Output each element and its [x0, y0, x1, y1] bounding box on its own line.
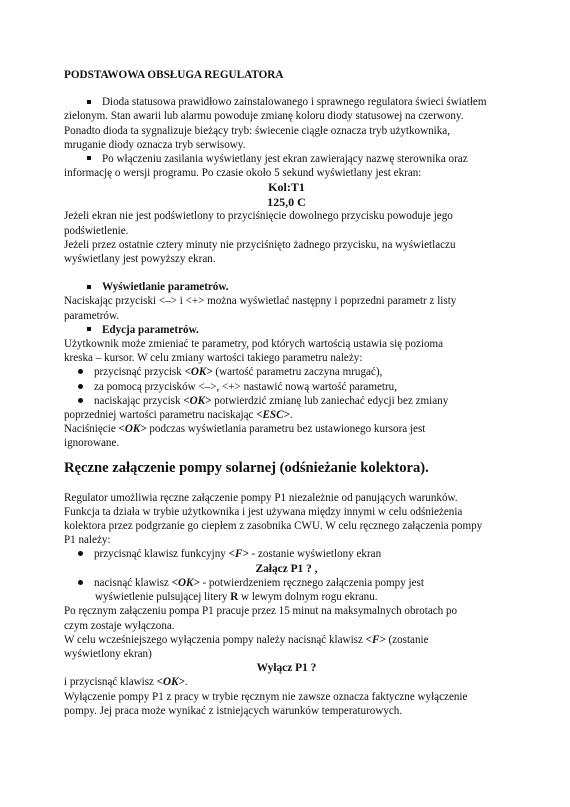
text-line: Regulator umożliwia ręczne załączenie pompy P1 niezależnie od panujących warunków.	[64, 491, 458, 504]
text-line: zielonym. Stan awarii lub alarmu powoduje zmianę koloru diody statusowej na czerwony.	[64, 110, 464, 123]
text: .	[289, 409, 293, 422]
spacer	[64, 477, 509, 485]
text: .	[184, 676, 188, 689]
text-line: wyświetlany jest powyższy ekran.	[64, 253, 216, 266]
text: poprzedniej wartości parametru naciskając	[64, 409, 257, 422]
text-line: pompy. Jej praca może wynikać z istniejących warunków temperaturowych.	[64, 704, 403, 717]
text-line: P1 należy:	[64, 534, 111, 547]
text: potwierdzić zmianę lub zaniechać edycji bez zmiany	[211, 394, 449, 407]
text: (wartość parametru zaczyna mrugać),	[212, 366, 383, 379]
section-title: PODSTAWOWA OBSŁUGA REGULATORA	[64, 69, 284, 81]
key-label: <OK>	[118, 423, 147, 436]
list-item	[64, 365, 509, 379]
text-line: informację o wersji programu. Po czasie około 5 sekund wyświetlany jest ekran:	[64, 167, 422, 180]
square-bullet-icon	[87, 156, 91, 160]
text-line: parametrów.	[64, 309, 120, 322]
text: (zostanie	[385, 633, 429, 646]
round-bullet-icon	[78, 551, 83, 556]
bullet-parameter-edit	[64, 323, 509, 337]
text-line: kreska – kursor. W celu zmiany wartości takiego parametru należy:	[64, 352, 363, 365]
display-screen-line: Wyłącz P1 ?	[256, 662, 317, 675]
subheading: Edycja parametrów.	[102, 323, 199, 336]
text: - zostanie wyświetlony ekran	[248, 548, 382, 561]
text: przycisnąć przycisk	[94, 366, 185, 379]
text-line: Po włączeniu zasilania wyświetlany jest ekran zawierający nazwę sterownika oraz	[102, 153, 468, 166]
text-line	[64, 408, 509, 422]
spacer	[64, 451, 509, 459]
spacer	[64, 266, 509, 280]
text: i przycisnąć klawisz	[64, 676, 157, 689]
text-line: Funkcja ta działa w trybie użytkownika i jest używana między innymi w celu odśnieżenia	[64, 505, 463, 518]
key-label: <ESC>	[256, 409, 290, 422]
square-bullet-icon	[87, 327, 91, 331]
round-bullet-icon	[78, 580, 83, 585]
list-item	[64, 380, 509, 394]
text: Naciśnięcie	[64, 423, 119, 436]
text-line: Jeżeli ekran nie jest podświetlony to przyciśnięcie dowolnego przycisku powoduje jego	[64, 210, 453, 223]
text-line: kolektora przez podgrzanie go ciepłem z zasobnika CWU. W celu ręcznego załączenia pompy	[64, 520, 483, 533]
key-label: <OK>	[156, 676, 185, 689]
text-line: Użytkownik może zmieniać te parametry, pod których wartością ustawia się pozioma	[64, 338, 444, 351]
text-line: Naciskając przyciski <–> i <+> można wyświetlać następny i poprzedni parametr z listy	[64, 295, 457, 308]
key-label: <OK>	[183, 394, 212, 407]
text: - potwierdzeniem ręcznego załączenia pompy jest	[199, 576, 424, 589]
section-heading: Ręczne załączenie pompy solarnej (odśnieżanie kolektora).	[64, 459, 429, 476]
text-line: czym zostaje wyłączona.	[64, 619, 175, 632]
list-item	[64, 547, 509, 561]
text-line: Dioda statusowa prawidłowo zainstalowanego i sprawnego regulatora świeci światłem	[102, 96, 487, 109]
text-line: wyświetlony ekran)	[64, 647, 152, 660]
display-screen-line: 125,0 C	[267, 194, 306, 209]
round-bullet-icon	[78, 384, 83, 389]
list-item	[64, 394, 509, 408]
bullet-parameter-display	[64, 280, 509, 294]
display-screen-line: Załącz P1 ? ,	[255, 562, 318, 575]
text: w lewym dolnym rogu ekranu.	[238, 591, 378, 604]
round-bullet-icon	[78, 369, 83, 374]
text-line	[64, 675, 509, 689]
text: naciskając przycisk	[94, 394, 184, 407]
text: przycisnąć klawisz funkcyjny	[94, 548, 229, 561]
key-label: <OK>	[171, 576, 200, 589]
text-line: Ponadto dioda ta sygnalizuje bieżący tryb: świecenie ciągłe oznacza tryb użytkownika,	[64, 124, 450, 137]
key-label: <F>	[365, 633, 386, 646]
text-line	[64, 422, 509, 436]
round-bullet-icon	[78, 398, 83, 403]
text: nacisnąć klawisz	[94, 576, 172, 589]
square-bullet-icon	[87, 285, 91, 289]
square-bullet-icon	[87, 100, 91, 104]
text: wyświetlenie pulsującej litery	[95, 591, 231, 604]
text: za pomocą przycisków <–>, <+> nastawić nową wartość parametru,	[94, 380, 397, 393]
key-label: <OK>	[184, 366, 213, 379]
text-line: Jeżeli przez ostatnie cztery minuty nie przyciśnięto żadnego przycisku, na wyświetlaczu	[64, 238, 456, 251]
list-item	[64, 576, 509, 590]
document-page	[64, 68, 509, 718]
subheading: Wyświetlanie parametrów.	[102, 281, 229, 294]
key-label: <F>	[228, 548, 249, 561]
text-line: Po ręcznym załączeniu pompa P1 pracuje przez 15 minut na maksymalnych obrotach po	[64, 605, 458, 618]
text-line: mruganie diody oznacza tryb serwisowy.	[64, 138, 246, 151]
text-line	[64, 590, 509, 604]
bullet-status-led	[64, 95, 509, 109]
text-line: podświetlenie.	[64, 224, 129, 237]
text: W celu wcześniejszego wyłączenia pompy należy nacisnąć klawisz	[64, 633, 366, 646]
bold-letter: R	[230, 591, 239, 604]
text: podczas wyświetlania parametru bez ustawionego kursora jest	[146, 423, 426, 436]
bullet-power-on	[64, 152, 509, 166]
text-line	[64, 633, 509, 647]
text-line: ignorowane.	[64, 437, 120, 450]
text-line: Wyłączenie pompy P1 z pracy w trybie ręcznym nie zawsze oznacza faktyczne wyłączenie	[64, 690, 468, 703]
display-screen-line: Kol:T1	[268, 180, 305, 195]
